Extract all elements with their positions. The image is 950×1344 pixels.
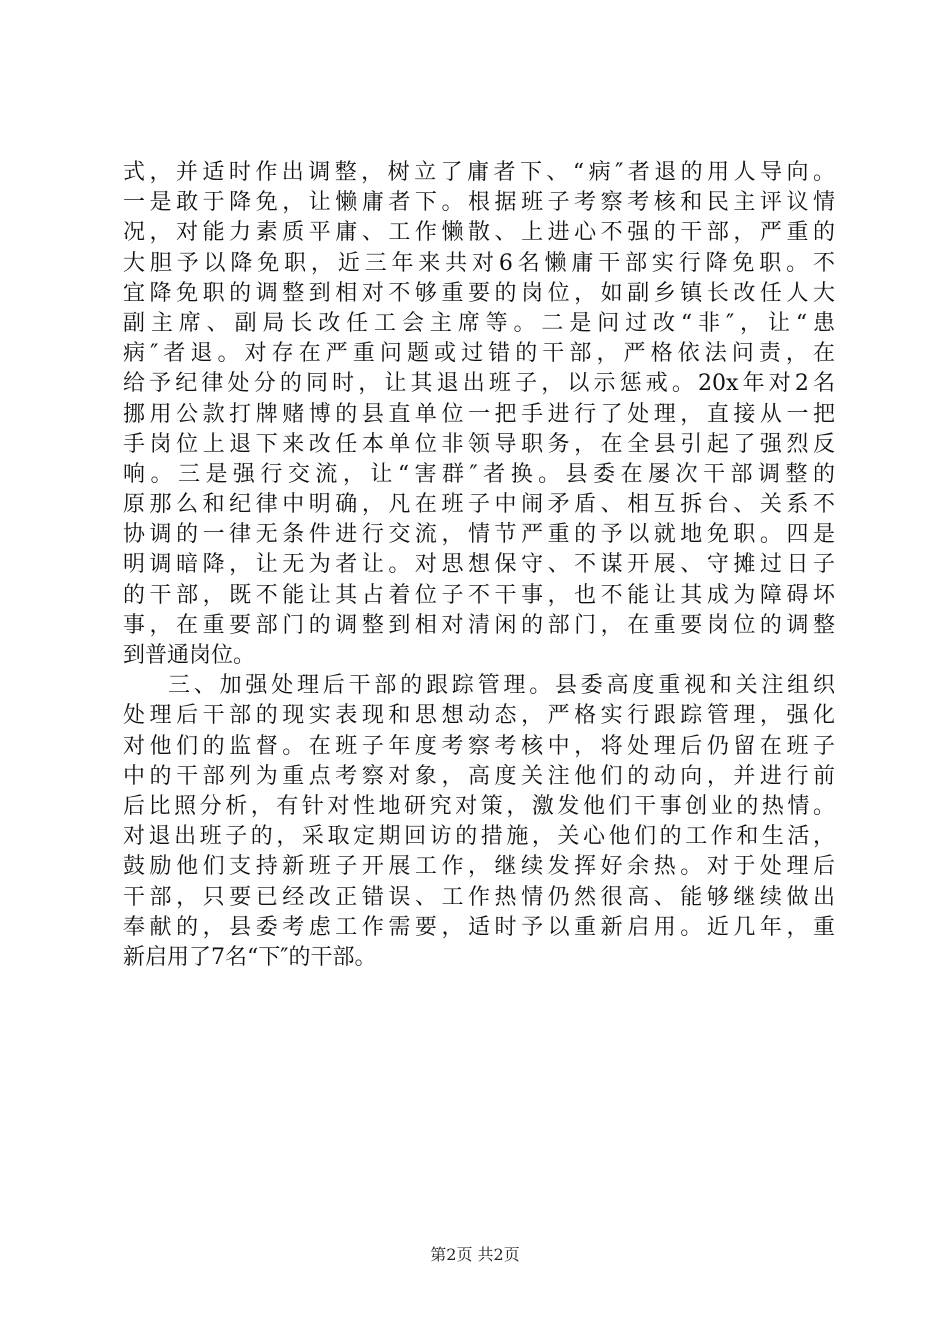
text-line: 后比照分析，有针对性地研究对策，激发他们干事创业的热情。 <box>123 793 835 819</box>
text-line: 给予纪律处分的同时，让其退出班子，以示惩戒。20x年对2名 <box>123 371 835 397</box>
text-line: 响。三是强行交流，让“害群″者换。县委在屡次干部调整的 <box>123 461 835 487</box>
text-line: 大胆予以降免职，近三年来共对6名懒庸干部实行降免职。不 <box>123 250 835 276</box>
text-line: 鼓励他们支持新班子开展工作，继续发挥好余热。对于处理后 <box>123 854 835 880</box>
text-line: 干部，只要已经改正错误、工作热情仍然很高、能够继续做出 <box>123 884 835 910</box>
text-line: 挪用公款打牌赌博的县直单位一把手进行了处理，直接从一把 <box>123 401 835 427</box>
text-line: 新启用了7名“下″的干部。 <box>123 944 377 970</box>
text-line: 况，对能力素质平庸、工作懒散、上进心不强的干部，严重的 <box>123 220 835 246</box>
text-line: 副主席、副局长改任工会主席等。二是问过改“非″，让“患 <box>123 310 835 336</box>
text-line: 原那么和纪律中明确，凡在班子中闹矛盾、相互拆台、关系不 <box>123 492 835 518</box>
text-line: 奉献的，县委考虑工作需要，适时予以重新启用。近几年，重 <box>123 914 835 940</box>
text-line: 病″者退。对存在严重问题或过错的干部，严格依法问责，在 <box>123 341 835 367</box>
text-line: 手岗位上退下来改任本单位非领导职务，在全县引起了强烈反 <box>123 431 835 457</box>
text-line: 宜降免职的调整到相对不够重要的岗位，如副乡镇长改任人大 <box>123 280 835 306</box>
text-line: 对退出班子的，采取定期回访的措施，关心他们的工作和生活， <box>123 824 835 850</box>
document-body <box>123 158 835 973</box>
text-line: 明调暗降，让无为者让。对思想保守、不谋开展、守摊过日子 <box>123 552 835 578</box>
text-line: 的干部，既不能让其占着位子不干事，也不能让其成为障碍坏 <box>123 582 835 608</box>
text-line: 事，在重要部门的调整到相对清闲的部门，在重要岗位的调整 <box>123 612 835 638</box>
text-line: 中的干部列为重点考察对象，高度关注他们的动向，并进行前 <box>123 763 835 789</box>
paragraph-start-line: 三、加强处理后干部的跟踪管理。县委高度重视和关注组织 <box>168 673 835 699</box>
text-line: 处理后干部的现实表现和思想动态，严格实行跟踪管理，强化 <box>123 703 835 729</box>
page-number-footer: 第2页 共2页 <box>430 1245 520 1264</box>
text-line: 式，并适时作出调整，树立了庸者下、“病″者退的用人导向。 <box>123 160 835 185</box>
text-line: 一是敢于降免，让懒庸者下。根据班子考察考核和民主评议情 <box>123 190 835 216</box>
text-line: 协调的一律无条件进行交流，情节严重的予以就地免职。四是 <box>123 522 835 548</box>
text-line: 对他们的监督。在班子年度考察考核中，将处理后仍留在班子 <box>123 733 835 759</box>
text-line: 到普通岗位。 <box>123 643 256 668</box>
